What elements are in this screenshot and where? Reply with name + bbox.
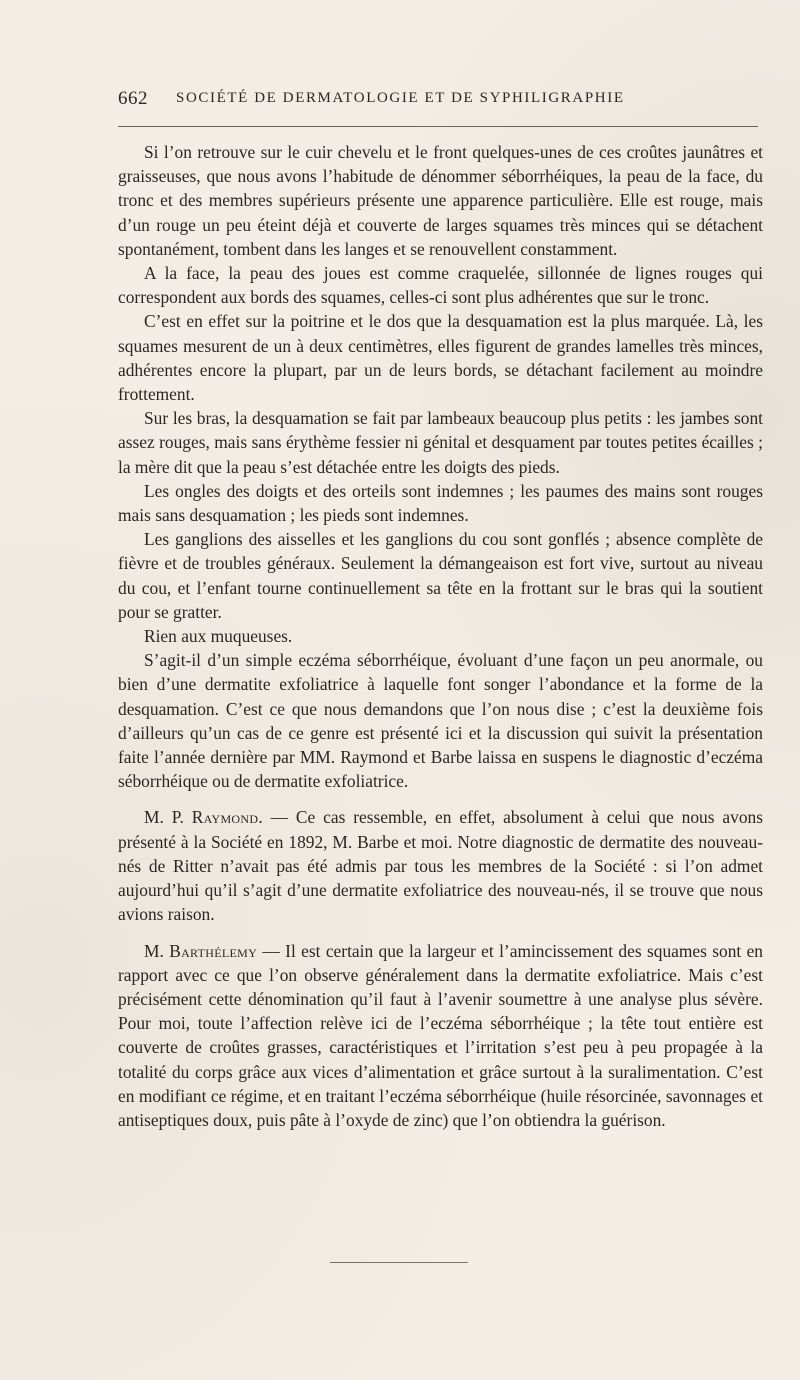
paragraph: Si l’on retrouve sur le cuir chevelu et le front quelques-unes de ces croûtes jaunâtres et graisseuses, que nous avons l’habitude de dénommer séborrhéiques, la peau de la face, du tronc et des membres supérieurs présente une apparence particulière. Elle est rouge, mais d’un rouge un peu éteint déjà et couverte de larges squames très minces qui se détachent spontanément, tombent dans les langes et se renouvellent constamment. bbox=[118, 142, 763, 259]
page-number: 662 bbox=[118, 88, 148, 109]
paragraph: C’est en effet sur la poitrine et le dos que la desquamation est la plus marquée. Là, les squames mesurent de un à deux centimètres, elles figurent de grandes lamelles très minces, adhérentes encore la plupart, par un de leurs bords, se détachant facilement au moindre frottement. bbox=[118, 311, 763, 405]
paragraph: S’agit-il d’un simple eczéma séborrhéique, évoluant d’une façon un peu anormale, ou bien d’une dermatite exfoliatrice à laquelle font songer l’abondance et la forme de la desquamation. C’est ce que nous demandons que l’on nous dise ; c’est la deuxième fois d’ailleurs qu’un cas de ce genre est présenté ici et la discussion qui suivit la présentation faite l’année dernière par MM. Raymond et Barbe laissa en suspens le diagnostic d’eczéma séborrhéique ou de dermatite exfoliatrice. bbox=[118, 650, 763, 792]
speaker-prefix: M. bbox=[144, 940, 170, 961]
paragraph: Sur les bras, la desquamation se fait par lambeaux beaucoup plus petits : les jambes sont assez rouges, mais sans érythème fessier ni génital et desquament par toutes petites écailles ; la mère dit que la peau s’est détachée entre les doigts des pieds. bbox=[118, 408, 763, 477]
body-text bbox=[118, 140, 763, 1132]
speaker-text: . — Ce cas ressemble, en effet, absolument à celui que nous avons présenté à la Société en 1892, M. Barbe et moi. Notre diagnostic de dermatite des nouveau-nés de Ritter n’avait pas été admis par tous les membres de la Société : si l’on admet aujourd’hui qu’il s’agit d’une dermatite exfoliatrice des nouveau-nés, il se trouve que nous avions raison. bbox=[118, 807, 763, 925]
paragraph: Les ongles des doigts et des orteils sont indemnes ; les paumes des mains sont rouges mais sans desquamation ; les pieds sont indemnes. bbox=[118, 480, 763, 526]
speaker-text: — Il est certain que la largeur et l’amincissement des squames sont en rapport avec ce que l’on observe généralement dans la dermatite exfoliatrice. Mais c’est précisément cette dénomination qu’il faut à l’avenir soumettre à une analyse plus sévère. Pour moi, toute l’affection relève ici de l’eczéma séborrhéique ; la tête tout entière est couverte de croûtes grasses, caractéristiques et l’irritation s’est peu à peu propagée à la totalité du corps grâce aux vices d’alimentation et grâce surtout à la suralimentation. C’est en modifiant ce régime, et en traitant l’eczéma séborrhéique (huile résorcinée, savonnages et antiseptiques doux, puis pâte à l’oxyde de zinc) que l’on obtiendra la guérison. bbox=[118, 940, 763, 1130]
section-end-rule bbox=[330, 1262, 468, 1263]
page-header bbox=[118, 88, 758, 112]
header-rule bbox=[118, 126, 758, 127]
speaker-paragraph-raymond bbox=[118, 805, 763, 926]
speaker-prefix: M. P. bbox=[144, 807, 192, 828]
paragraph: Rien aux muqueuses. bbox=[144, 626, 293, 647]
speaker-name: Barthélemy bbox=[169, 940, 258, 961]
paragraph: Les ganglions des aisselles et les ganglions du cou sont gonflés ; absence complète de fièvre et de troubles généraux. Seulement la démangeaison est fort vive, surtout au niveau du cou, et l’enfant tourne continuellement sa tête en la frottant sur le bras qui la soutient pour se gratter. bbox=[118, 529, 763, 622]
paragraph: A la face, la peau des joues est comme craquelée, sillonnée de lignes rouges qui correspondent aux bords des squames, celles-ci sont plus adhérentes que sur le tronc. bbox=[118, 263, 763, 308]
speaker-paragraph-barthelemy bbox=[118, 939, 763, 1133]
speaker-name: Raymond bbox=[191, 807, 259, 828]
running-title: SOCIÉTÉ DE DERMATOLOGIE ET DE SYPHILIGRAPHIE bbox=[176, 90, 625, 106]
